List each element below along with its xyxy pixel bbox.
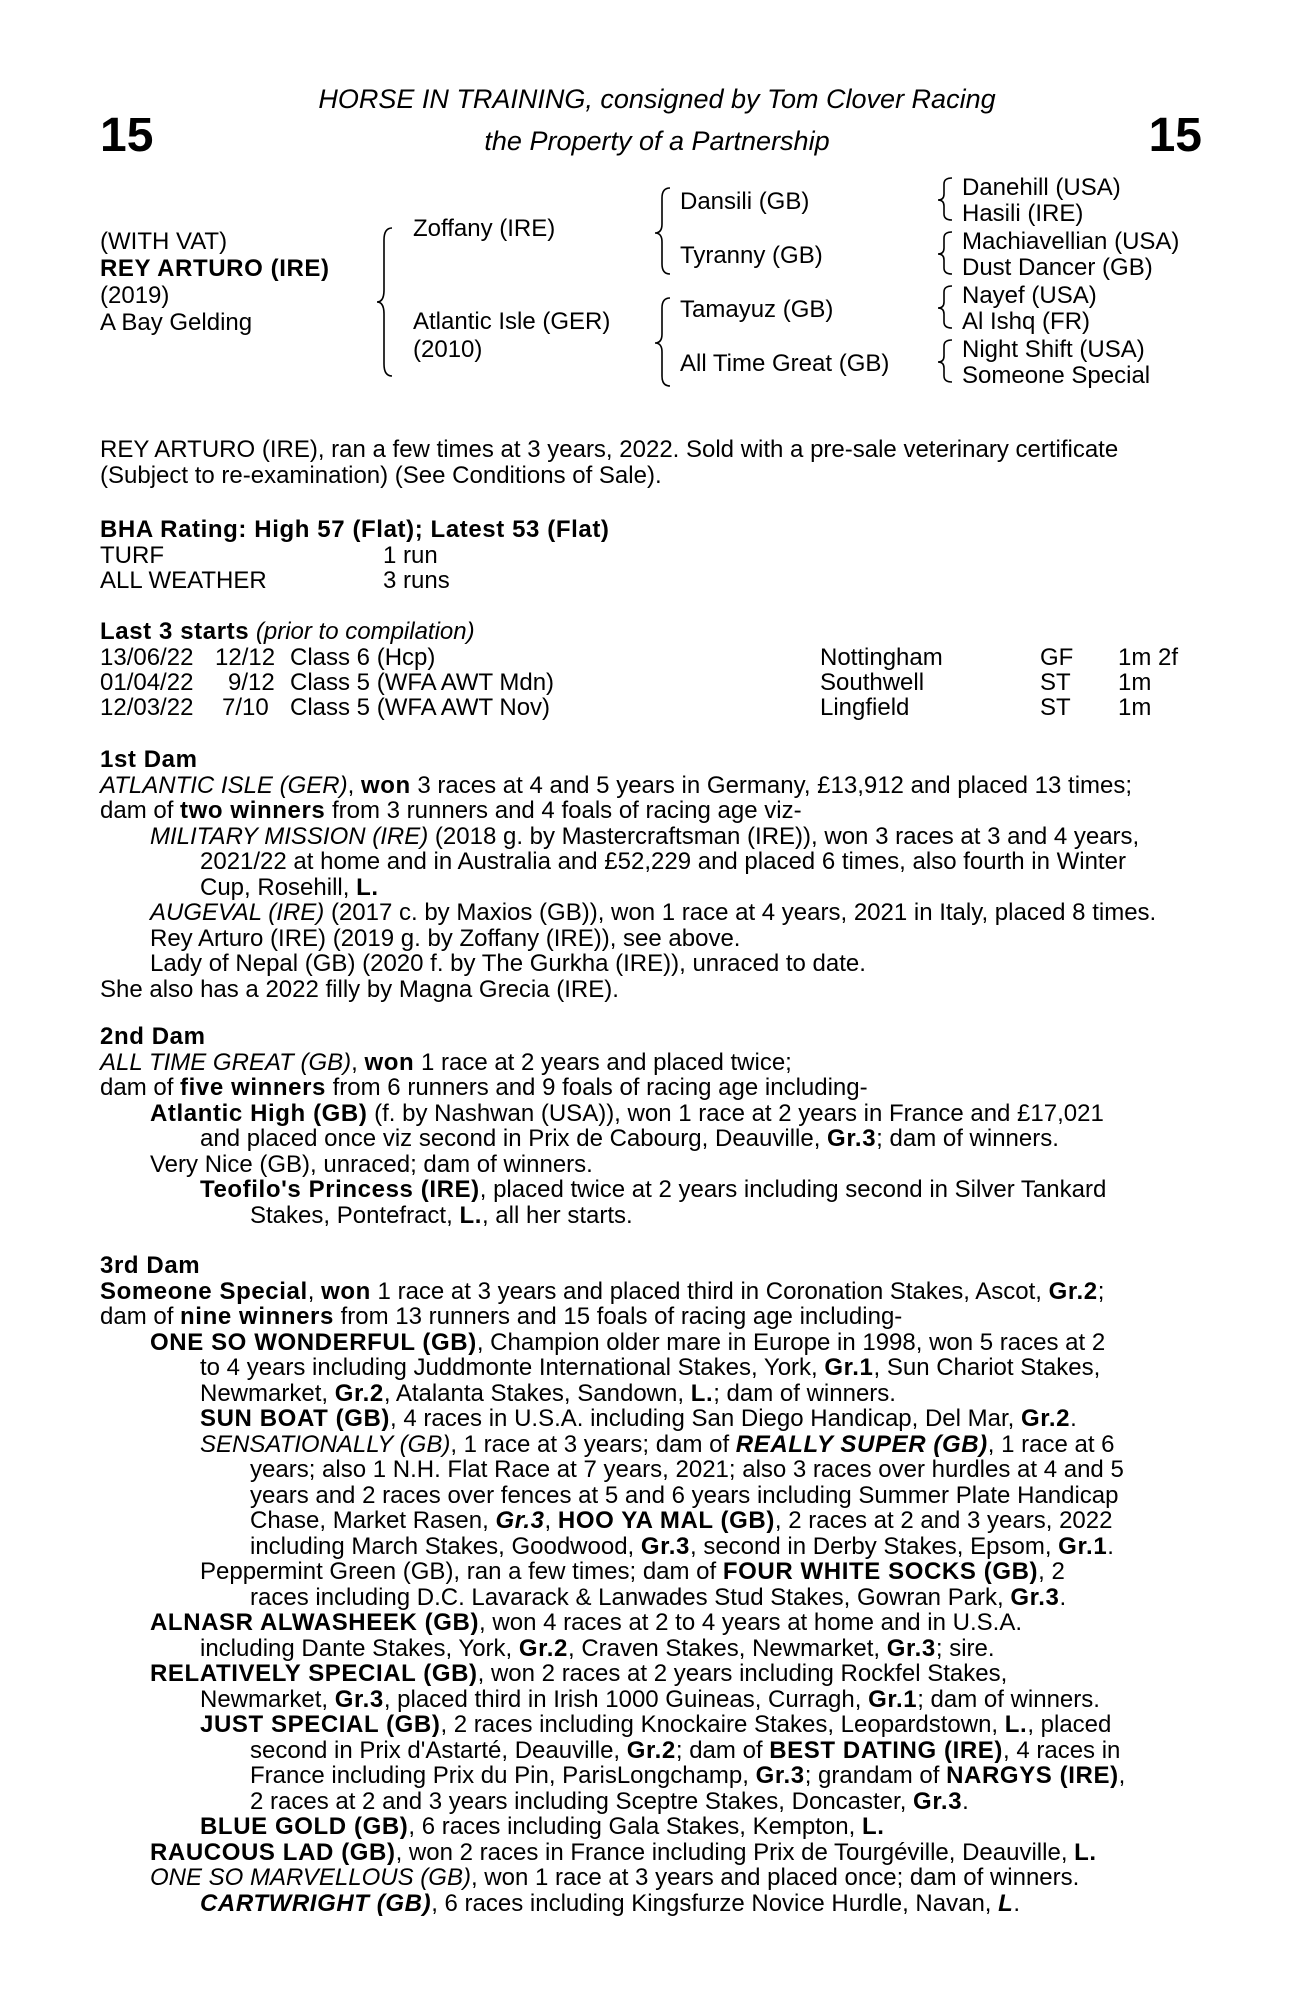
text-line: Rey Arturo (IRE) (2019 g. by Zoffany (IRE)), see above.: [150, 924, 741, 952]
catalogue-page: 15 15 HORSE IN TRAINING, consigned by Tom Clover Racing the Property of a Partnership (WITH VAT) REY ARTURO (IRE) (2019) A Bay Gelding Zoffany (IRE) Atlantic Isle (GER) (2010) Dansili (GB) Tyranny (GB) Tamayuz (GB) All Time Great (GB) Danehill (USA) Hasili (IRE) Machiavellian (USA) Dust Dancer (GB) Nayef (USA) Al Ishq (FR) Night Shift (USA) Someone Special REY ARTURO (IRE), ran a few times at 3 years, 2022. Sold with a pre-sale veterinary certificate (Subject to re-examination) (See Conditions of Sale). BHA Rating: High 57 (Flat); Latest 53 (Flat) TURF 1 run ALL WEATHER 3 runs Last 3 starts (prior to compilation) 13/06/22 12/12 Class 6 (Hcp) Nottingham GF 1m 2f 01/04/22 9/12 Class 5 (WFA AWT Mdn) Southwell ST 1m 12/03/22 7/10 Class 5 (WFA AWT Nov) Lingfield ST 1m 1st Dam ATLANTIC ISLE (GER), won 3 races at 4 and 5 years in Germany, £13,912 and placed 13 times; dam of two winners from 3 runners and 4 foals of racing age viz- MILITARY MISSION (IRE) (2018 g. by Mastercraftsman (IRE)), won 3 races at 3 and 4 years, 2021/22 at home and in Australia and £52,229 and placed 6 times, also fourth in Winter Cup, Rosehill, L. AUGEVAL (IRE) (2017 c. by Maxios (GB)), won 1 race at 4 years, 2021 in Italy, placed 8 times. Rey Arturo (IRE) (2019 g. by Zoffany (IRE)), see above. Lady of Nepal (GB) (2020 f. by The Gurkha (IRE)), unraced to date. She also has a 2022 filly by Magna Grecia (IRE). 2nd Dam ALL TIME GREAT (GB), won 1 race at 2 years and placed twice; dam of five winners from 6 runners and 9 foals of racing age including- Atlantic High (GB) (f. by Nashwan (USA)), won 1 race at 2 years in France and £17,021 and placed once viz second in Prix de Cabourg, Deauville, Gr.3; dam of winners. Very Nice (GB), unraced; dam of winners. Teofilo's Princess (IRE), placed twice at 2 years including second in Silver Tankard Stakes, Pontefract, L., all her starts. 3rd Dam Someone Special, won 1 race at 3 years and placed third in Coronation Stakes, Ascot, Gr.2; dam of nine winners from 13 runners and 15 foals of racing age including- ONE SO WONDERFUL (GB), Champion older mare in Europe in 1998, won 5 races at 2 to 4 years including Juddmonte International Stakes, York, Gr.1, Sun Chariot Stakes, Newmarket, Gr.2, Atalanta Stakes, Sandown, L.; dam of winners. SUN BOAT (GB), 4 races in U.S.A. including San Diego Handicap, Del Mar, Gr.2. SENSATIONALLY (GB), 1 race at 3 years; dam of REALLY SUPER (GB), 1 race at 6 years; also 1 N.H. Flat Race at 7 years, 2021; also 3 races over hurdles at 4 and 5 years and 2 races over fences at 5 and 6 years including Summer Plate Handicap Chase, Market Rasen, Gr.3, HOO YA MAL (GB), 2 races at 2 and 3 years, 2022 including March Stakes, Goodwood, Gr.3, second in Derby Stakes, Epsom, Gr.1. Peppermint Green (GB), ran a few times; dam of FOUR WHITE SOCKS (GB), 2 races including D.C. Lavarack & Lanwades Stud Stakes, Gowran Park, Gr.3. ALNASR ALWASHEEK (GB), won 4 races at 2 to 4 years at home and in U.S.A. including Dante Stakes, York, Gr.2, Craven Stakes, Newmarket, Gr.3; sire. RELATIVELY SPECIAL (GB), won 2 races at 2 years including Rockfel Stakes, Newmarket, Gr.3, placed third in Irish 1000 Guineas, Curragh, Gr.1; dam of winners. JUST SPECIAL (GB), 2 races including Knockaire Stakes, Leopardstown, L., placed second in Prix d'Astarté, Deauville, Gr.2; dam of BEST DATING (IRE), 4 races in France including Prix du Pin, ParisLongchamp, Gr.3; grandam of NARGYS (IRE), 2 races at 2 and 3 years including Sceptre Stakes, Doncaster, Gr.3. BLUE GOLD (GB), 6 races including Gala Stakes, Kempton, L. RAUCOUS LAD (GB), won 2 races in France including Prix de Tourgéville, Deauville, L. ONE SO MARVELLOUS (GB), won 1 race at 3 years and placed once; dam of winners. CARTWRIGHT (GB), 6 races including Kingsfurze Novice Hurdle, Navan, L.: [0, 0, 1314, 2000]
great-grandparent-1: Danehill (USA): [962, 174, 1121, 201]
text-line: Stakes, Pontefract, L., all her starts.: [250, 1201, 633, 1229]
text-line: JUST SPECIAL (GB), 2 races including Knockaire Stakes, Leopardstown, L., placed: [200, 1711, 1112, 1738]
great-grandparent-4: Dust Dancer (GB): [962, 254, 1153, 281]
intro-paragraph: [100, 437, 1210, 488]
text-line: SENSATIONALLY (GB), 1 race at 3 years; dam of REALLY SUPER (GB), 1 race at 6: [200, 1430, 1115, 1458]
text-line: Newmarket, Gr.2, Atalanta Stakes, Sandown, L.; dam of winners.: [200, 1379, 896, 1407]
text-line: She also has a 2022 filly by Magna Grecia (IRE).: [100, 975, 619, 1003]
great-grandparent-2: Hasili (IRE): [962, 200, 1084, 227]
text-line: MILITARY MISSION (IRE) (2018 g. by Mastercraftsman (IRE)), won 3 races at 3 and 4 years,: [150, 822, 1140, 850]
text-line: Teofilo's Princess (IRE), placed twice at 2 years including second in Silver Tankard: [200, 1176, 1107, 1203]
text-line: France including Prix du Pin, ParisLongchamp, Gr.3; grandam of NARGYS (IRE),: [250, 1762, 1126, 1789]
text-line: Very Nice (GB), unraced; dam of winners.: [150, 1150, 593, 1178]
text-line: to 4 years including Juddmonte International Stakes, York, Gr.1, Sun Chariot Stakes,: [200, 1354, 1101, 1381]
text-line: ALNASR ALWASHEEK (GB), won 4 races at 2 to 4 years at home and in U.S.A.: [150, 1609, 1022, 1636]
second-dam-heading: 2nd Dam: [100, 1023, 206, 1050]
third-dam-heading: 3rd Dam: [100, 1252, 201, 1279]
all-weather-label: ALL WEATHER: [100, 567, 267, 594]
dam-sire: Tamayuz (GB): [680, 296, 834, 323]
text-line: dam of five winners from 6 runners and 9 foals of racing age including-: [100, 1074, 868, 1101]
text-line: Atlantic High (GB) (f. by Nashwan (USA)), won 1 race at 2 years in France and £17,021: [150, 1099, 1104, 1127]
text-line: SUN BOAT (GB), 4 races in U.S.A. including San Diego Handicap, Del Mar, Gr.2.: [200, 1405, 1077, 1432]
dam-dam: All Time Great (GB): [680, 350, 890, 377]
great-grandparent-3: Machiavellian (USA): [962, 228, 1180, 255]
dam: Atlantic Isle (GER): [413, 308, 611, 335]
text-line: ONE SO MARVELLOUS (GB), won 1 race at 3 years and placed once; dam of winners.: [150, 1864, 1080, 1891]
turf-value: 1 run: [383, 542, 438, 569]
first-dam-heading: 1st Dam: [100, 746, 198, 773]
dam-year: (2010): [413, 336, 483, 363]
text-line: 2021/22 at home and in Australia and £52,229 and placed 6 times, also fourth in Winter: [200, 848, 1126, 875]
property-line: the Property of a Partnership: [484, 126, 830, 156]
vat-note: (WITH VAT): [100, 228, 228, 255]
great-grandparent-6: Al Ishq (FR): [962, 308, 1091, 335]
rating-heading: BHA Rating: High 57 (Flat); Latest 53 (Flat): [100, 516, 610, 543]
text-line: dam of nine winners from 13 runners and 15 foals of racing age including-: [100, 1303, 903, 1330]
text-line: REY ARTURO (IRE), ran a few times at 3 years, 2022. Sold with a pre-sale veterinary certificate: [100, 436, 1119, 463]
horse-name: REY ARTURO (IRE): [100, 255, 330, 282]
text-line: Chase, Market Rasen, Gr.3, HOO YA MAL (GB), 2 races at 2 and 3 years, 2022: [250, 1507, 1113, 1534]
text-line: including March Stakes, Goodwood, Gr.3, second in Derby Stakes, Epsom, Gr.1.: [250, 1532, 1114, 1560]
text-line: RAUCOUS LAD (GB), won 2 races in France including Prix de Tourgéville, Deauville, L.: [150, 1838, 1097, 1866]
great-grandparent-8: Someone Special: [962, 362, 1151, 389]
text-line: ATLANTIC ISLE (GER), won 3 races at 4 and 5 years in Germany, £13,912 and placed 13 times;: [100, 771, 1133, 799]
text-line: years and 2 races over fences at 5 and 6 years including Summer Plate Handicap: [250, 1481, 1119, 1509]
text-line: dam of two winners from 3 runners and 4 foals of racing age viz-: [100, 797, 802, 824]
rating-section: [100, 517, 1210, 543]
text-line: Someone Special, won 1 race at 3 years and placed third in Coronation Stakes, Ascot, Gr.2;: [100, 1277, 1105, 1305]
text-line: ALL TIME GREAT (GB), won 1 race at 2 years and placed twice;: [100, 1048, 792, 1076]
text-line: 2 races at 2 and 3 years including Sceptre Stakes, Doncaster, Gr.3.: [250, 1787, 969, 1815]
text-line: RELATIVELY SPECIAL (GB), won 2 races at 2 years including Rockfel Stakes,: [150, 1660, 1008, 1687]
text-line: AUGEVAL (IRE) (2017 c. by Maxios (GB)), won 1 race at 4 years, 2021 in Italy, placed 8 times.: [150, 899, 1157, 926]
text-line: Lady of Nepal (GB) (2020 f. by The Gurkha (IRE)), unraced to date.: [150, 950, 866, 977]
all-weather-value: 3 runs: [383, 567, 450, 594]
second-dam-section: [100, 1024, 1210, 1228]
text-line: second in Prix d'Astarté, Deauville, Gr.2; dam of BEST DATING (IRE), 4 races in: [250, 1736, 1121, 1764]
text-line: Cup, Rosehill, L.: [200, 873, 379, 901]
horse-description: A Bay Gelding: [100, 309, 253, 336]
turf-label: TURF: [100, 542, 164, 569]
sire-sire: Dansili (GB): [680, 188, 810, 215]
third-dam-section: [100, 1253, 1210, 1916]
text-line: Peppermint Green (GB), ran a few times; dam of FOUR WHITE SOCKS (GB), 2: [200, 1558, 1065, 1585]
lot-number-right: 15: [1148, 109, 1202, 162]
sire: Zoffany (IRE): [413, 215, 556, 242]
sire-dam: Tyranny (GB): [680, 242, 823, 269]
first-dam-section: [100, 747, 1210, 1002]
great-grandparent-7: Night Shift (USA): [962, 336, 1145, 363]
text-line: and placed once viz second in Prix de Cabourg, Deauville, Gr.3; dam of winners.: [200, 1125, 1059, 1152]
text-line: Newmarket, Gr.3, placed third in Irish 1000 Guineas, Curragh, Gr.1; dam of winners.: [200, 1685, 1100, 1713]
starts-heading: Last 3 starts (prior to compilation): [100, 618, 475, 645]
text-line: races including D.C. Lavarack & Lanwades Stud Stakes, Gowran Park, Gr.3.: [250, 1583, 1067, 1611]
text-line: years; also 1 N.H. Flat Race at 7 years, 2021; also 3 races over hurdles at 4 and 5: [250, 1456, 1124, 1483]
text-line: BLUE GOLD (GB), 6 races including Gala Stakes, Kempton, L.: [200, 1813, 885, 1840]
text-line: (Subject to re-examination) (See Conditions of Sale).: [100, 461, 662, 489]
text-line: CARTWRIGHT (GB), 6 races including Kingsfurze Novice Hurdle, Navan, L.: [200, 1889, 1021, 1917]
text-line: ONE SO WONDERFUL (GB), Champion older mare in Europe in 1998, won 5 races at 2: [150, 1328, 1106, 1356]
foaling-year: (2019): [100, 282, 170, 309]
lot-number-left: 15: [100, 109, 154, 162]
text-line: including Dante Stakes, York, Gr.2, Craven Stakes, Newmarket, Gr.3; sire.: [200, 1634, 995, 1662]
consignor-line: HORSE IN TRAINING, consigned by Tom Clover Racing: [318, 84, 996, 114]
great-grandparent-5: Nayef (USA): [962, 282, 1097, 309]
